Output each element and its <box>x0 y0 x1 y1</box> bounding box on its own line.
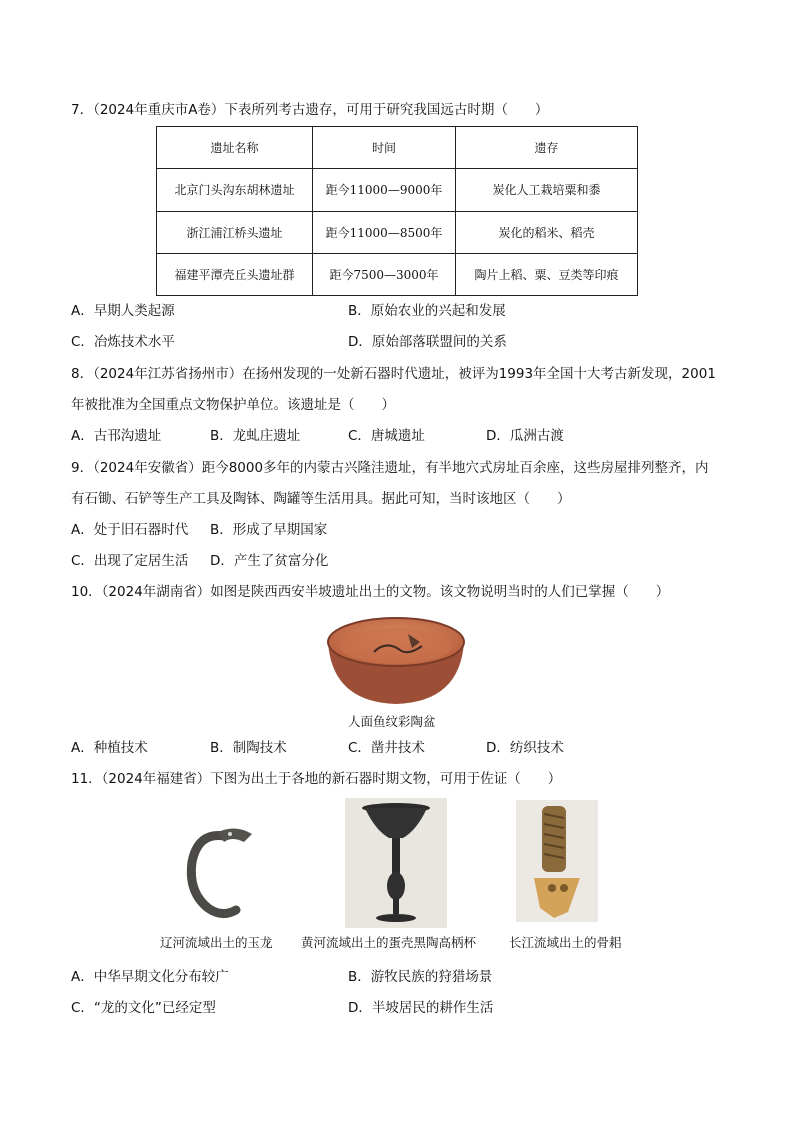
table-cell: 炭化的稻米、稻壳 <box>456 211 638 253</box>
q8-stem-line2: 年被批准为全国重点文物保护单位。该遗址是（ ） <box>71 397 395 413</box>
q11-option-b[interactable]: B．游牧民族的狩猎场景 <box>348 969 493 985</box>
q7-option-c[interactable]: C．冶炼技术水平 <box>71 334 175 350</box>
q9-option-a[interactable]: A．处于旧石器时代 <box>71 522 189 538</box>
q11-option-d[interactable]: D．半坡居民的耕作生活 <box>348 1000 494 1016</box>
table-row <box>157 211 638 253</box>
table-header-cell: 遗址名称 <box>157 127 313 169</box>
table-cell: 炭化人工栽培粟和黍 <box>456 169 638 211</box>
q8-option-b[interactable]: B．龙虬庄遗址 <box>210 428 301 444</box>
q9-stem-line1: 9．（2024年安徽省）距今8000多年的内蒙古兴隆洼遗址，有半地穴式房址百余座，这些房屋排列整齐，内 <box>71 460 709 476</box>
q11-caption-black-pottery: 黄河流域出土的蛋壳黑陶高柄杯 <box>301 935 477 950</box>
black-pottery-cup-icon <box>345 798 447 928</box>
q10-stem: 10．（2024年湖南省）如图是陕西西安半坡遗址出土的文物。该文物说明当时的人们已掌握（ ） <box>71 584 670 600</box>
q10-image-caption: 人面鱼纹彩陶盆 <box>348 714 436 729</box>
bone-spade-icon <box>516 800 598 922</box>
q9-option-b[interactable]: B．形成了早期国家 <box>210 522 328 538</box>
table-cell: 北京门头沟东胡林遗址 <box>157 169 313 211</box>
q8-option-a[interactable]: A．古邗沟遗址 <box>71 428 162 444</box>
table-header-cell: 遗存 <box>456 127 638 169</box>
q7-table <box>156 126 638 296</box>
q8-stem-line1: 8．（2024年江苏省扬州市）在扬州发现的一处新石器时代遗址，被评为1993年全国十大考古新发现，2001 <box>71 366 716 382</box>
q9-option-c[interactable]: C．出现了定居生活 <box>71 553 189 569</box>
q11-caption-bone-spade: 长江流域出土的骨耜 <box>509 935 622 950</box>
q11-option-a[interactable]: A．中华早期文化分布较广 <box>71 969 229 985</box>
q10-option-c[interactable]: C．凿井技术 <box>348 740 425 756</box>
q8-option-d[interactable]: D．瓜洲古渡 <box>486 428 564 444</box>
table-cell: 浙江浦江桥头遗址 <box>157 211 313 253</box>
table-cell: 距今7500—3000年 <box>313 253 456 295</box>
q11-stem: 11．（2024年福建省）下图为出土于各地的新石器时期文物，可用于佐证（ ） <box>71 771 562 787</box>
table-cell: 福建平潭壳丘头遗址群 <box>157 253 313 295</box>
table-row <box>157 253 638 295</box>
q9-option-d[interactable]: D．产生了贫富分化 <box>210 553 329 569</box>
q7-stem: 7．（2024年重庆市A卷）下表所列考古遗存，可用于研究我国远古时期（ ） <box>71 102 549 118</box>
q8-option-c[interactable]: C．唐城遗址 <box>348 428 425 444</box>
table-cell: 陶片上稻、粟、豆类等印痕 <box>456 253 638 295</box>
table-row <box>157 169 638 211</box>
table-header-cell: 时间 <box>313 127 456 169</box>
q7-option-d[interactable]: D．原始部落联盟间的关系 <box>348 334 507 350</box>
table-header-row <box>157 127 638 169</box>
q10-option-a[interactable]: A．种植技术 <box>71 740 148 756</box>
table-cell: 距今11000—9000年 <box>313 169 456 211</box>
q10-option-b[interactable]: B．制陶技术 <box>210 740 287 756</box>
q9-stem-line2: 有石锄、石铲等生产工具及陶钵、陶罐等生活用具。据此可知，当时该地区（ ） <box>71 491 571 507</box>
q11-option-c[interactable]: C．“龙的文化”已经定型 <box>71 1000 216 1016</box>
q10-option-d[interactable]: D．纺织技术 <box>486 740 564 756</box>
q11-caption-jade-dragon: 辽河流域出土的玉龙 <box>160 935 273 950</box>
table-cell: 距今11000—8500年 <box>313 211 456 253</box>
q7-option-b[interactable]: B．原始农业的兴起和发展 <box>348 303 506 319</box>
pottery-basin-icon <box>322 612 470 708</box>
q7-option-a[interactable]: A．早期人类起源 <box>71 303 175 319</box>
jade-dragon-icon <box>178 822 260 924</box>
